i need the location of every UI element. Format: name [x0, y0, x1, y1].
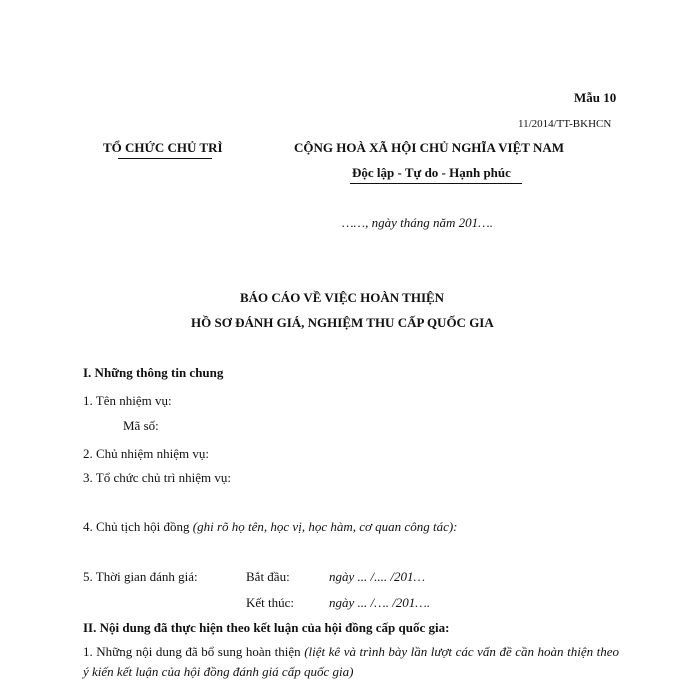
report-title-line-2: HỒ SƠ ĐÁNH GIÁ, NGHIỆM THU CẤP QUỐC GIA	[191, 315, 494, 330]
start-date-value: ngày ... /.... /201…	[329, 569, 426, 584]
council-chair-label: 4. Chủ tịch hội đồng	[83, 519, 193, 534]
end-label: Kết thúc:	[246, 595, 295, 610]
form-number: Mẫu 10	[574, 90, 617, 105]
report-title-line-1: BÁO CÁO VỀ VIỆC HOÀN THIỆN	[240, 290, 445, 305]
organization-label: TỔ CHỨC CHỦ TRÌ	[103, 140, 223, 155]
code-label: Mã số:	[123, 418, 159, 433]
item-1-label: 1. Những nội dung đã bổ sung hoàn thiện	[83, 644, 305, 659]
circular-reference: 11/2014/TT-BKHCN	[518, 118, 612, 130]
task-name-label: 1. Tên nhiệm vụ:	[83, 393, 172, 408]
end-date-value: ngày ... /…. /201….	[329, 595, 431, 610]
host-organization-label: 3. Tổ chức chủ trì nhiệm vụ:	[83, 470, 231, 485]
task-leader-label: 2. Chủ nhiệm nhiệm vụ:	[83, 446, 210, 461]
start-label: Bắt đầu:	[246, 569, 290, 584]
national-title: CỘNG HOÀ XÃ HỘI CHỦ NGHĨA VIỆT NAM	[294, 140, 565, 155]
motto-underline	[350, 183, 522, 184]
section-2-heading: II. Nội dung đã thực hiện theo kết luận của hội đồng cấp quốc gia:	[83, 620, 450, 635]
date-line: ……, ngày tháng năm 201….	[342, 215, 493, 230]
organization-underline	[118, 158, 212, 159]
council-chair-note: (ghi rõ họ tên, học vị, học hàm, cơ quan công tác):	[192, 519, 458, 534]
section-1-heading: I. Những thông tin chung	[83, 365, 224, 380]
national-motto: Độc lập - Tự do - Hạnh phúc	[352, 165, 511, 180]
item-1-note: (liệt kê và trình bày lần lượt các vấn đề cần hoàn thiện theo ý kiến kết luận của hội đồng đánh giá cấp quốc gia)	[83, 644, 619, 679]
section-2-item-1	[83, 642, 619, 682]
council-chair-line	[83, 519, 458, 535]
evaluation-time-label: 5. Thời gian đánh giá:	[83, 569, 198, 584]
